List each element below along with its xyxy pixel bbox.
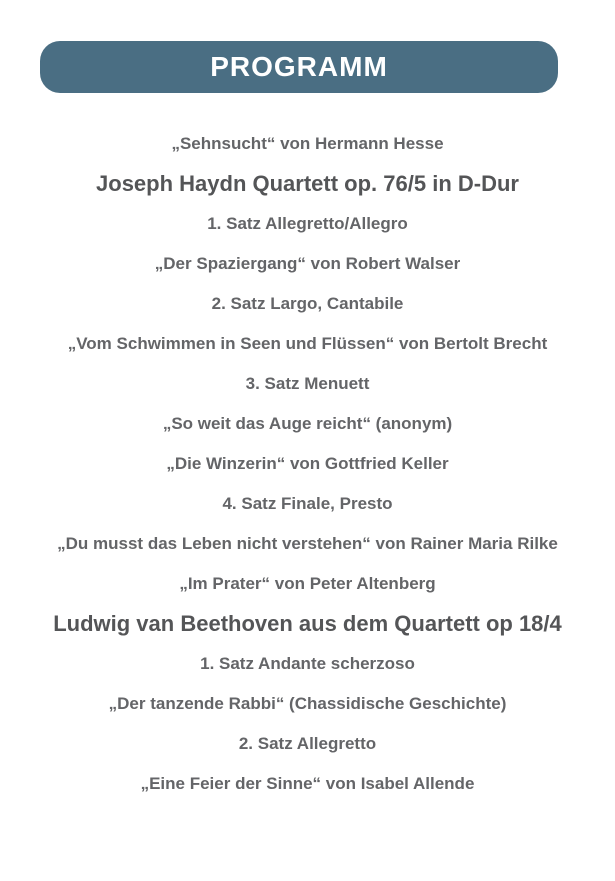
program-line: „Im Prater“ von Peter Altenberg (179, 574, 436, 593)
page-title: PROGRAMM (210, 51, 388, 82)
program-header-banner (40, 41, 558, 93)
program-line: „So weit das Auge reicht“ (anonym) (162, 414, 453, 433)
program-line: 4. Satz Finale, Presto (222, 494, 393, 513)
program-line: „Du musst das Leben nicht verstehen“ von Rainer Maria Rilke (57, 534, 558, 553)
program-work-heading: Joseph Haydn Quartett op. 76/5 in D-Dur (96, 171, 519, 196)
program-line: 1. Satz Andante scherzoso (200, 654, 415, 673)
program-line: „Vom Schwimmen in Seen und Flüssen“ von Bertolt Brecht (67, 334, 548, 353)
program-line: 1. Satz Allegretto/Allegro (207, 214, 408, 233)
program-work-heading: Ludwig van Beethoven aus dem Quartett op 18/4 (53, 611, 562, 636)
program-line: 2. Satz Allegretto (238, 734, 377, 753)
program-list (0, 124, 615, 804)
program-line: 3. Satz Menuett (245, 374, 370, 393)
program-line: „Der tanzende Rabbi“ (Chassidische Geschichte) (108, 694, 507, 713)
program-line: „Eine Feier der Sinne“ von Isabel Allende (140, 774, 475, 793)
program-line: „Sehnsucht“ von Hermann Hesse (171, 134, 444, 153)
program-line: „Der Spaziergang“ von Robert Walser (154, 254, 461, 273)
program-line: „Die Winzerin“ von Gottfried Keller (166, 454, 449, 473)
program-line: 2. Satz Largo, Cantabile (211, 294, 404, 313)
